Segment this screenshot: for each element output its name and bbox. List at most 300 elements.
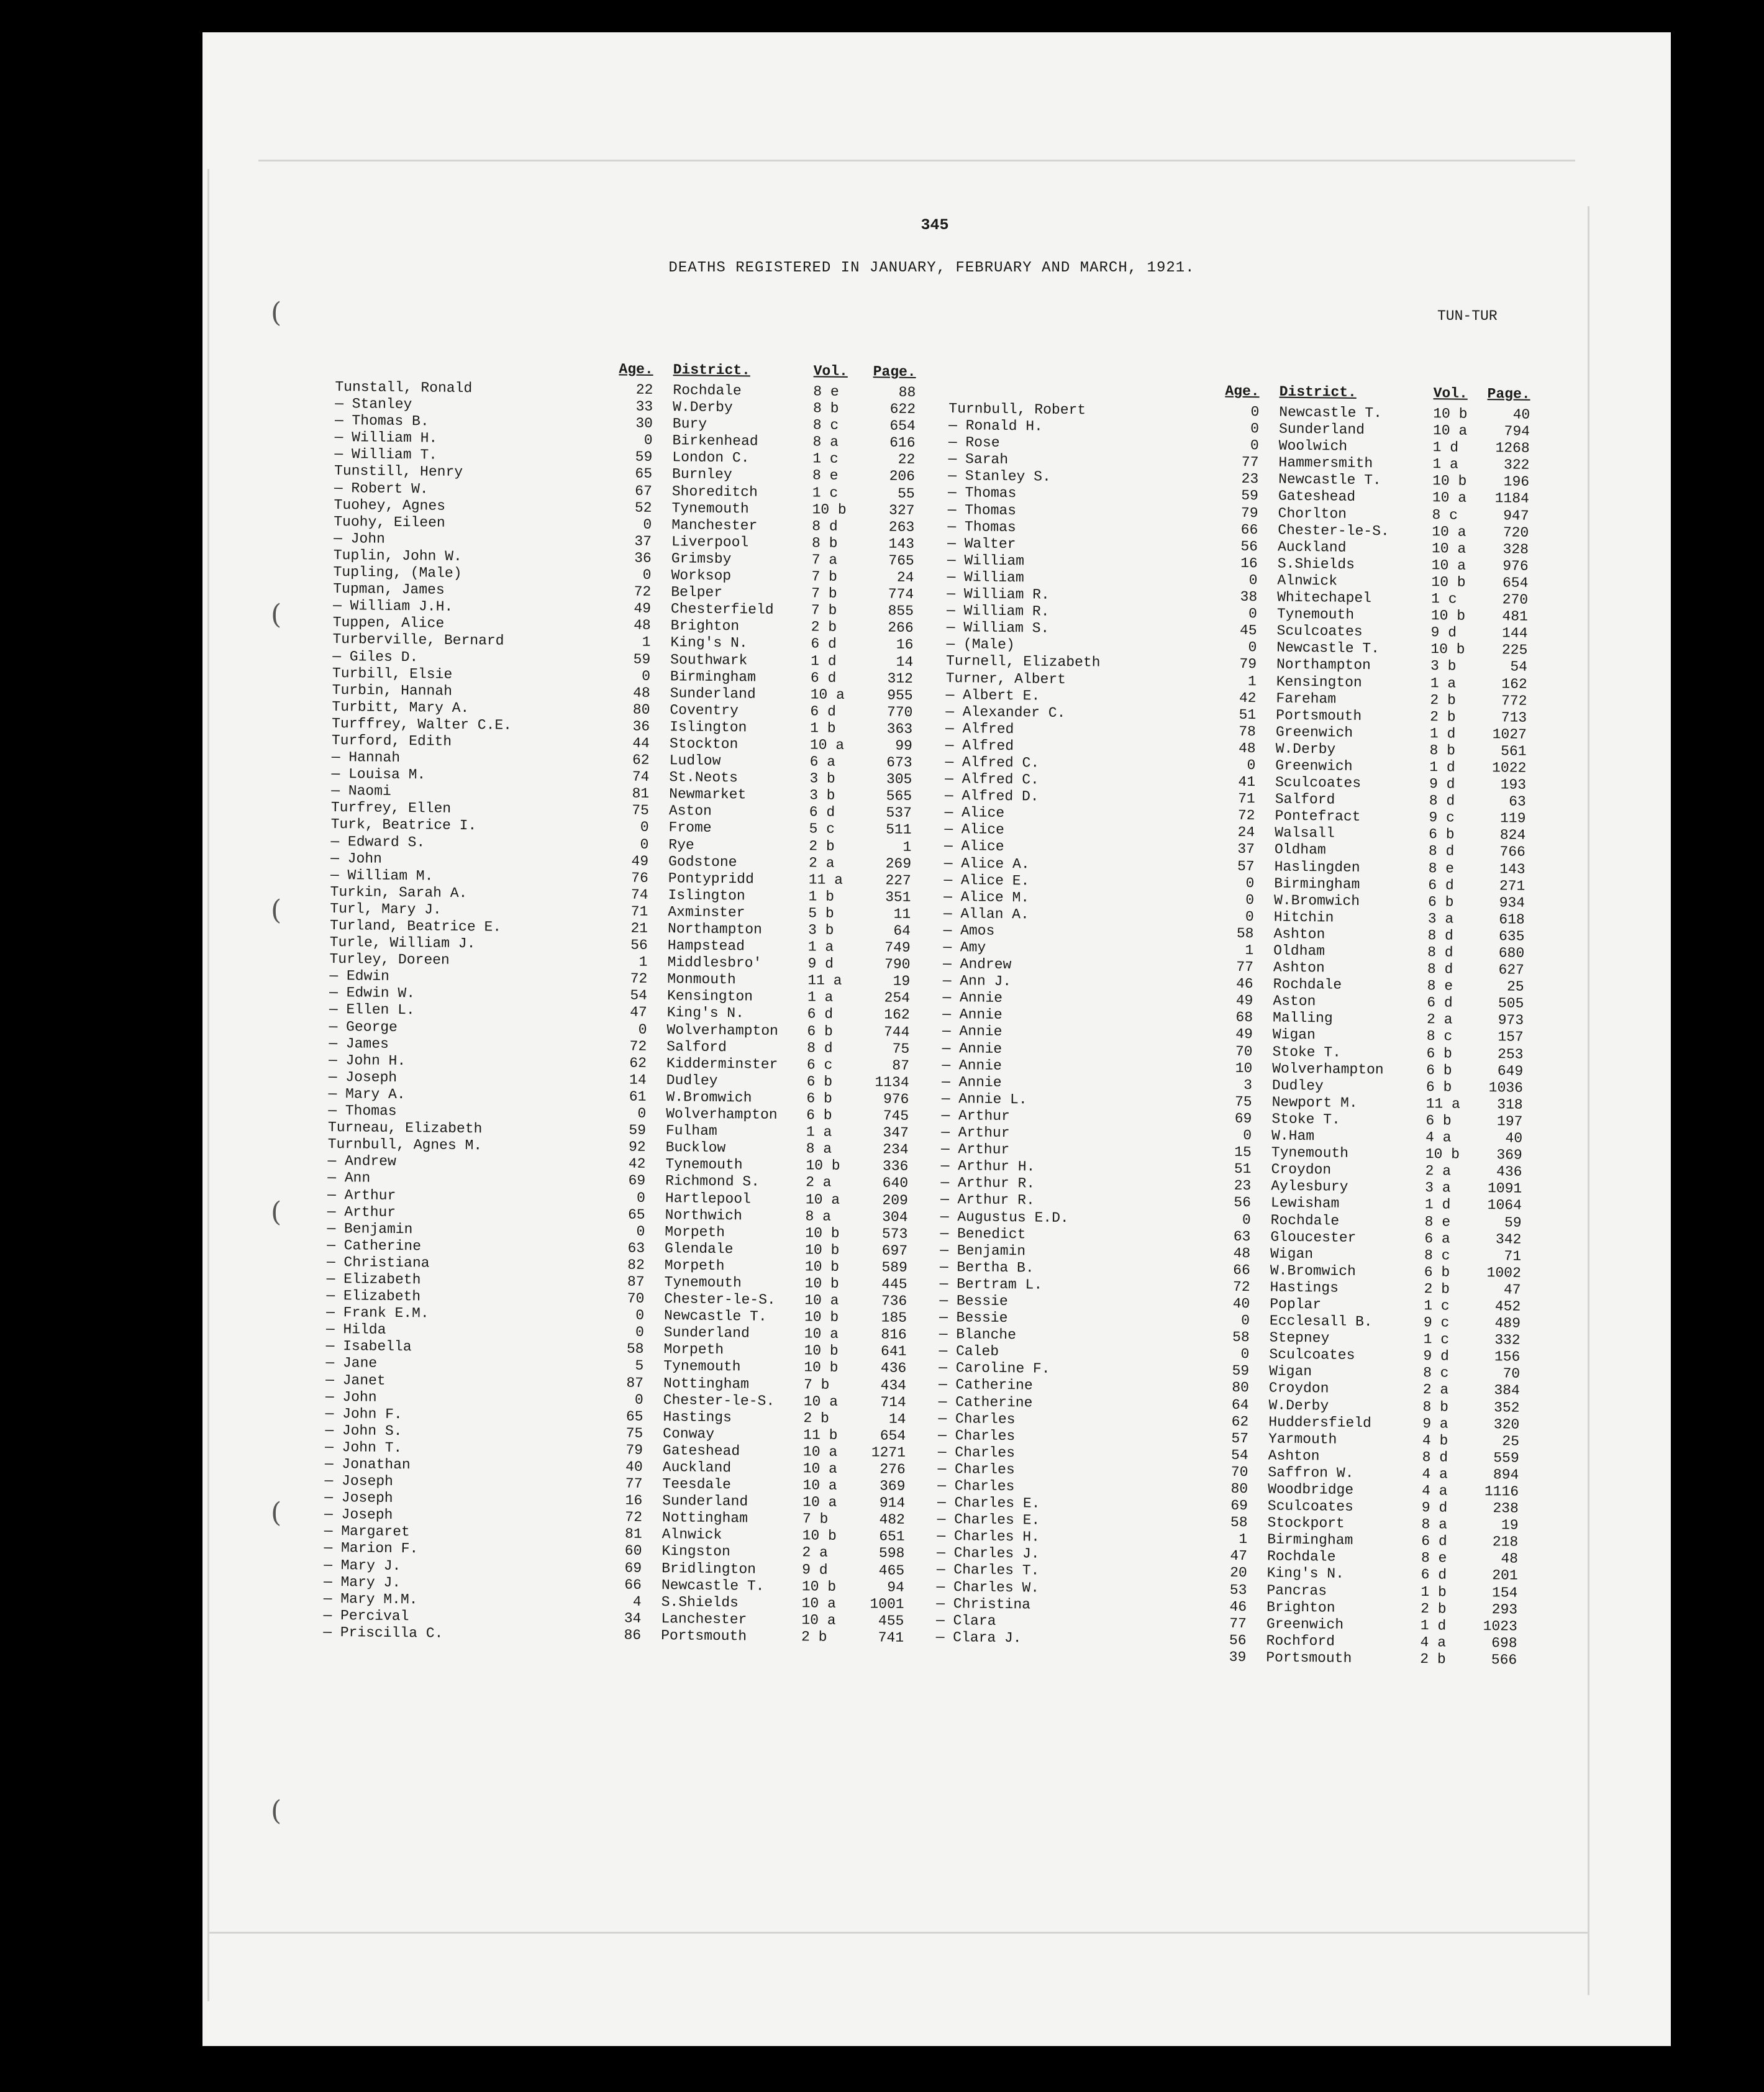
entry-page: 1027 (1492, 725, 1527, 743)
entry-age: 16 (625, 1492, 643, 1509)
entry-age: 0 (1250, 421, 1260, 437)
entry-district: Morpeth (664, 1257, 725, 1274)
entry-page: 363 (886, 721, 913, 737)
entry-page: 749 (884, 939, 911, 957)
entry-district: Woodbridge (1268, 1481, 1354, 1498)
entry-age: 58 (626, 1340, 644, 1358)
entry-age: 58 (1230, 1514, 1248, 1531)
entry-district: W.Derby (1275, 740, 1336, 758)
entry-volume: 8 b (1422, 1398, 1449, 1416)
entry-volume: 2 a (802, 1544, 828, 1562)
entry-volume: 1 a (807, 989, 834, 1006)
entry-age: 36 (634, 550, 652, 566)
entry-page: 320 (1493, 1416, 1520, 1433)
entry-page: 627 (1498, 962, 1525, 978)
entry-volume: 1 c (1424, 1298, 1450, 1314)
entry-district: Lewisham (1270, 1194, 1340, 1212)
entry-volume: 8 c (1426, 1028, 1453, 1045)
entry-age: 16 (1240, 555, 1258, 572)
entry-age: 71 (1238, 791, 1255, 807)
entry-name: — Thomas (328, 1102, 397, 1120)
entry-name: Tuppen, Alice (332, 614, 445, 632)
entry-age: 51 (1234, 1161, 1252, 1178)
entry-name: Tuohy, Eileen (334, 513, 445, 531)
entry-page: 481 (1502, 608, 1529, 625)
entry-volume: 10 a (801, 1612, 836, 1629)
entry-district: Haslingden (1274, 858, 1360, 876)
entry-volume: 10 b (1425, 1146, 1460, 1163)
entry-district: Worksop (671, 567, 732, 584)
entry-volume: 1 a (806, 1124, 832, 1140)
entry-district: Rochford (1266, 1632, 1335, 1650)
entry-age: 77 (1236, 958, 1254, 976)
entry-name: — Charles H. (937, 1528, 1040, 1545)
entry-district: Newcastle T. (663, 1308, 767, 1325)
entry-name: — Mary A. (328, 1085, 406, 1103)
entry-name: — Margaret (324, 1523, 410, 1540)
entry-age: 72 (1232, 1278, 1250, 1296)
entry-name: Tupling, (Male) (333, 564, 462, 582)
entry-volume: 10 a (801, 1595, 836, 1612)
entry-volume: 8 a (805, 1207, 832, 1225)
entry-name: — Charles E. (937, 1494, 1040, 1512)
entry-name: — Arthur (941, 1124, 1010, 1142)
entry-age: 74 (632, 768, 650, 786)
entry-name: — William R. (947, 586, 1050, 603)
entry-name: — George (329, 1018, 398, 1035)
entry-name: — William T. (334, 446, 438, 463)
entry-age: 48 (1238, 740, 1256, 757)
district-header: District. (673, 362, 751, 379)
entry-page: 351 (885, 889, 911, 906)
entry-name: — James (329, 1035, 389, 1052)
entry-district: Ashton (1268, 1447, 1320, 1465)
entry-page: 1268 (1495, 440, 1530, 457)
entry-district: Aston (1273, 993, 1316, 1010)
entry-name: Turley, Doreen (329, 951, 450, 968)
entry-page: 254 (884, 989, 911, 1007)
entry-age: 57 (1231, 1430, 1249, 1447)
entry-name: — Andrew (327, 1153, 396, 1170)
entry-district: Hastings (1270, 1279, 1339, 1296)
entry-district: Newmarket (669, 786, 747, 803)
entry-name: — Edwin (329, 968, 390, 985)
entry-age: 75 (625, 1425, 643, 1442)
entry-name: — Charles (938, 1410, 1016, 1427)
entry-name: — Alfred (945, 737, 1014, 754)
entry-volume: 8 d (1427, 961, 1453, 978)
entry-district: Stepney (1269, 1329, 1330, 1347)
entry-page: 197 (1496, 1113, 1523, 1130)
entry-page: 225 (1501, 642, 1528, 659)
entry-volume: 4 a (1420, 1634, 1447, 1651)
entry-age: 0 (1242, 1211, 1251, 1228)
entry-page: 266 (888, 619, 914, 637)
entry-page: 955 (887, 687, 913, 704)
entry-age: 41 (1238, 773, 1256, 791)
entry-district: Northwich (665, 1206, 742, 1224)
entry-volume: 6 b (1425, 1112, 1452, 1129)
entry-age: 63 (1233, 1228, 1251, 1245)
entry-volume: 7 b (811, 602, 837, 619)
entry-age: 46 (1235, 976, 1253, 993)
entry-age: 39 (1229, 1649, 1247, 1666)
entry-page: 304 (882, 1209, 908, 1226)
entry-name: — Alice (944, 804, 1005, 822)
entry-age: 56 (1240, 538, 1258, 555)
entry-age: 10 (1235, 1060, 1253, 1076)
entry-volume: 1 d (1420, 1617, 1447, 1634)
entry-volume: 10 b (806, 1157, 840, 1175)
entry-district: Morpeth (663, 1341, 724, 1358)
entry-page: 384 (1494, 1382, 1520, 1399)
entry-name: — William S. (946, 619, 1050, 637)
entry-district: Wolverhampton (666, 1106, 778, 1123)
entry-volume: 6 d (810, 669, 837, 686)
entry-name: — Alice (944, 821, 1005, 839)
entry-page: 697 (881, 1242, 908, 1259)
entry-page: 327 (888, 502, 915, 519)
entry-district: Rochdale (1270, 1211, 1340, 1229)
entry-district: Monmouth (667, 971, 736, 988)
entry-volume: 6 b (806, 1073, 833, 1090)
entry-district: W.Bromwich (1270, 1262, 1357, 1280)
entry-page: 1023 (1483, 1617, 1517, 1635)
entry-age: 0 (643, 516, 652, 533)
entry-age: 64 (1231, 1396, 1249, 1413)
entry-page: 99 (895, 737, 913, 754)
binder-hole-mark: ( (271, 297, 282, 329)
entry-age: 42 (1239, 689, 1257, 706)
entry-name: — John S. (325, 1422, 402, 1439)
entry-page: 75 (892, 1040, 910, 1057)
entry-district: Pontefract (1275, 807, 1361, 825)
entry-page: 16 (896, 637, 914, 653)
entry-page: 369 (879, 1478, 906, 1494)
entry-district: Yarmouth (1268, 1430, 1337, 1448)
entry-name: — Alice (943, 838, 1004, 855)
entry-volume: 1 c (812, 484, 839, 501)
entry-age: 38 (1240, 588, 1258, 606)
entry-volume: 10 a (1431, 557, 1466, 574)
entry-volume: 10 a (803, 1393, 839, 1410)
entry-volume: 8 c (1422, 1365, 1449, 1381)
entry-name: — Thomas (947, 518, 1016, 535)
entry-age: 49 (631, 853, 649, 870)
entry-age: 0 (636, 1223, 645, 1240)
entry-volume: 10 a (1431, 540, 1466, 557)
entry-district: Stoke T. (1272, 1044, 1342, 1061)
entry-age: 66 (1233, 1262, 1250, 1278)
entry-page: 894 (1493, 1467, 1519, 1483)
entry-name: — Mary J. (323, 1573, 401, 1591)
entry-age: 37 (634, 533, 652, 550)
entry-name: — (Male) (946, 636, 1015, 653)
entry-page: 48 (1501, 1550, 1519, 1568)
entry-name: — Charles T. (936, 1562, 1040, 1580)
entry-district: Grimsby (671, 550, 732, 568)
entry-age: 79 (625, 1442, 643, 1458)
entry-district: Wigan (1269, 1363, 1312, 1380)
entry-district: Hitchin (1273, 909, 1334, 926)
entry-age: 87 (626, 1375, 644, 1391)
entry-district: Sunderland (662, 1493, 748, 1510)
entry-volume: 6 c (806, 1057, 833, 1073)
entry-page: 566 (1491, 1652, 1517, 1668)
entry-age: 53 (1229, 1581, 1247, 1598)
entry-volume: 10 b (804, 1275, 839, 1292)
entry-age: 74 (630, 886, 648, 903)
entry-name: — Joseph (328, 1068, 398, 1086)
entry-age: 0 (638, 1021, 647, 1038)
entry-district: Gateshead (1278, 488, 1356, 506)
entry-page: 736 (881, 1293, 907, 1309)
entry-name: — Robert W. (334, 480, 429, 498)
entry-volume: 2 b (1420, 1650, 1446, 1668)
entry-age: 49 (634, 600, 652, 617)
entry-volume: 8 e (813, 383, 839, 400)
entry-district: Ashton (1273, 925, 1325, 943)
entry-volume: 8 e (1424, 1213, 1451, 1230)
entry-page: 511 (886, 821, 912, 839)
entry-volume: 2 b (811, 619, 837, 636)
entry-page: 482 (879, 1511, 906, 1529)
entry-page: 794 (1504, 423, 1530, 440)
entry-page: 816 (881, 1326, 907, 1344)
entry-name: Turner, Albert (945, 670, 1066, 688)
entry-name: Tuohey, Agnes (334, 496, 446, 514)
entry-volume: 10 a (1432, 422, 1468, 439)
left-rule (207, 169, 209, 2001)
entry-page: 263 (888, 519, 915, 535)
entry-district: Lanchester (661, 1610, 747, 1628)
binder-hole-mark: ( (271, 599, 282, 630)
entry-name: — Alfred D. (944, 788, 1039, 805)
entry-name: — Caroline F. (939, 1360, 1050, 1378)
entry-age: 23 (1234, 1178, 1252, 1194)
entry-age: 65 (627, 1206, 645, 1223)
entry-page: 934 (1499, 894, 1525, 911)
entry-age: 63 (627, 1240, 645, 1257)
entry-page: 276 (880, 1461, 906, 1478)
entry-page: 332 (1494, 1332, 1521, 1348)
entry-name: Turbin, Hannah (332, 681, 453, 699)
entry-page: 24 (896, 569, 914, 586)
entry-page: 185 (881, 1309, 907, 1327)
entry-age: 70 (1235, 1043, 1253, 1060)
entry-age: 0 (634, 1391, 643, 1408)
entry-page: 772 (1501, 692, 1527, 709)
entry-name: Turnell, Elizabeth (945, 653, 1101, 671)
entry-name: — Alice E. (943, 871, 1030, 889)
entry-volume: 6 b (1429, 826, 1455, 843)
entry-district: Pontypridd (668, 870, 754, 888)
entry-district: Belper (671, 584, 723, 601)
bottom-rule (209, 1932, 1588, 1934)
entry-name: Tuplin, John W. (333, 547, 462, 565)
entry-name: Turl, Mary J. (330, 900, 442, 918)
entry-name: — Arthur (941, 1107, 1010, 1125)
entry-volume: 6 d (1421, 1533, 1447, 1550)
right-rule (1588, 206, 1589, 1995)
entry-age: 58 (1232, 1329, 1250, 1346)
entry-age: 0 (642, 668, 651, 684)
entry-page: 87 (892, 1057, 910, 1074)
entry-name: — John (330, 850, 383, 867)
entry-age: 44 (632, 735, 650, 752)
entry-district: Shoreditch (671, 483, 758, 501)
entry-volume: 6 b (806, 1107, 832, 1124)
entry-age: 92 (628, 1139, 646, 1156)
entry-name: — Catherine (938, 1393, 1033, 1411)
entry-page: 196 (1503, 473, 1530, 491)
entry-age: 14 (629, 1071, 647, 1088)
entry-page: 824 (1499, 827, 1526, 844)
page-title: DEATHS REGISTERED IN JANUARY, FEBRUARY AND MARCH, 1921. (668, 260, 1195, 276)
entry-district: Manchester (671, 516, 758, 534)
entry-volume: 10 a (1432, 489, 1467, 507)
entry-name: — Naomi (331, 783, 391, 800)
entry-name: — Janet (325, 1371, 386, 1389)
entry-age: 57 (1237, 858, 1255, 875)
entry-volume: 10 b (804, 1342, 839, 1360)
entry-page: 641 (880, 1343, 907, 1360)
entry-volume: 10 a (1432, 523, 1466, 540)
entry-age: 34 (624, 1610, 642, 1627)
entry-page: 1001 (870, 1596, 904, 1612)
entry-name: — Alfred C. (944, 771, 1040, 788)
entry-volume: 8 b (1429, 742, 1456, 759)
entry-page: 445 (881, 1276, 907, 1293)
entry-page: 312 (887, 670, 914, 687)
entry-page: 14 (896, 653, 914, 670)
entry-volume: 10 b (804, 1359, 839, 1376)
entry-volume: 9 d (1430, 624, 1457, 641)
entry-page: 1091 (1487, 1180, 1522, 1198)
entry-name: — Jonathan (324, 1455, 411, 1473)
entry-name: — Edwin W. (329, 985, 416, 1002)
entry-volume: 2 b (1430, 691, 1457, 709)
entry-page: 270 (1502, 591, 1529, 608)
entry-name: — John (333, 530, 386, 547)
entry-name: — Isabella (325, 1338, 412, 1355)
entry-page: 269 (885, 855, 912, 872)
entry-age: 5 (635, 1358, 644, 1375)
entry-page: 598 (878, 1545, 905, 1562)
entry-page: 347 (883, 1124, 909, 1142)
entry-volume: 11 a (1425, 1095, 1461, 1112)
surname-range: TUN-TUR (1437, 308, 1498, 324)
entry-district: Richmond S. (665, 1173, 760, 1191)
entry-age: 71 (630, 903, 648, 920)
entry-district: Islington (668, 886, 745, 904)
entry-age: 0 (635, 1324, 644, 1341)
entry-district: S.Shields (1277, 555, 1355, 573)
entry-name: Turnbull, Robert (948, 400, 1086, 419)
entry-district: W.Bromwich (666, 1089, 752, 1106)
entry-age: 0 (1241, 1312, 1250, 1329)
entry-volume: 9 d (1421, 1499, 1448, 1516)
entry-age: 0 (1240, 1346, 1250, 1363)
entry-page: 654 (880, 1427, 906, 1444)
entry-name: — Hannah (331, 749, 401, 766)
entry-district: Sculcoates (1275, 774, 1362, 792)
entry-district: Portsmouth (660, 1627, 747, 1645)
entry-page: 673 (886, 754, 912, 771)
entry-age: 24 (1237, 824, 1255, 841)
entry-name: — John T. (324, 1439, 402, 1457)
entry-name: — Thomas (947, 501, 1017, 519)
entry-volume: 1 a (807, 939, 834, 955)
entry-page: 855 (888, 603, 914, 620)
entry-page: 88 (898, 384, 916, 401)
entry-name: — Elizabeth (326, 1270, 421, 1288)
entry-age: 0 (640, 819, 649, 836)
entry-district: Tynemouth (671, 499, 749, 517)
entry-age: 30 (635, 415, 653, 432)
entry-name: Turberville, Bernard (332, 631, 504, 650)
entry-page: 1271 (871, 1444, 906, 1461)
entry-district: Newcastle T. (1276, 639, 1380, 657)
entry-name: Turle, William J. (329, 934, 476, 952)
entry-volume: 3 b (809, 787, 835, 804)
entry-volume: 5 b (808, 905, 834, 922)
entry-district: Coventry (670, 701, 739, 719)
entry-district: W.Ham (1271, 1127, 1315, 1145)
entry-district: Liverpool (671, 534, 749, 551)
entry-district: Sunderland (670, 684, 756, 703)
entry-page: 157 (1498, 1029, 1524, 1046)
entry-page: 741 (878, 1629, 904, 1646)
entry-volume: 4 a (1422, 1483, 1448, 1499)
entry-volume: 3 a (1425, 1180, 1451, 1196)
entry-volume: 2 b (1421, 1600, 1447, 1617)
entry-name: — William H. (334, 429, 438, 447)
entry-page: 156 (1494, 1348, 1521, 1365)
entry-district: Oldham (1274, 841, 1326, 858)
entry-name: — Charles (937, 1444, 1016, 1462)
entry-age: 69 (624, 1560, 642, 1576)
entry-district: Conway (663, 1425, 715, 1442)
entry-page: 369 (1496, 1147, 1522, 1163)
entry-age: 0 (1248, 639, 1257, 656)
entry-age: 47 (1230, 1548, 1248, 1565)
entry-page: 452 (1494, 1298, 1521, 1315)
entry-name: — Walter (947, 535, 1016, 552)
entry-page: 616 (889, 434, 916, 452)
entry-volume: 6 b (1424, 1263, 1450, 1281)
entry-name: — Joseph (324, 1473, 394, 1490)
entry-name: Turbill, Elsie (332, 665, 453, 683)
entry-name: — Charles E. (937, 1511, 1040, 1529)
entry-name: — Alfred (945, 720, 1014, 737)
entry-district: Pancras (1266, 1582, 1327, 1599)
entry-district: Birmingham (1274, 875, 1360, 893)
entry-volume: 7 b (803, 1376, 830, 1393)
entry-volume: 10 a (805, 1191, 840, 1208)
entry-volume: 2 b (801, 1629, 827, 1645)
entry-volume: 10 b (801, 1578, 837, 1595)
entry-name: Turffrey, Walter C.E. (332, 715, 512, 734)
entry-volume: 6 a (1424, 1230, 1450, 1247)
entry-name: — Bertram L. (939, 1275, 1043, 1293)
entry-district: Wolverhampton (666, 1021, 779, 1039)
entry-page: 654 (889, 417, 916, 435)
entry-name: — Annie (942, 1006, 1002, 1024)
entry-page: 489 (1494, 1315, 1521, 1332)
entry-page: 1116 (1484, 1483, 1519, 1500)
entry-district: Croydon (1268, 1380, 1329, 1397)
